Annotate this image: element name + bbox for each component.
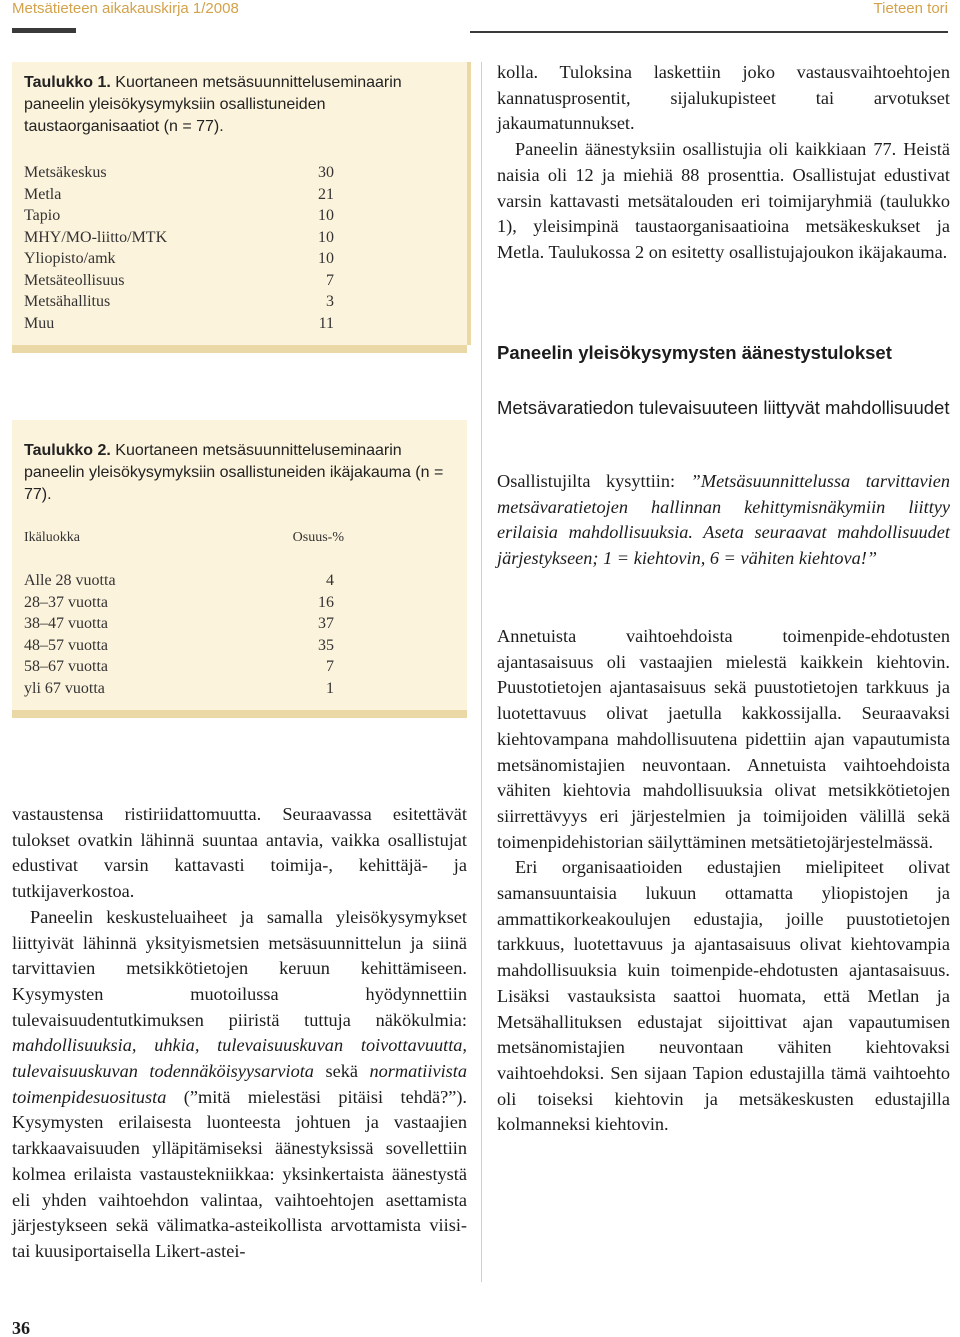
table-row: Yliopisto/amk 10 [24, 250, 334, 267]
table-row: Alle 28 vuotta 4 [24, 572, 334, 589]
table-row: 38–47 vuotta 37 [24, 615, 334, 632]
table-row: yli 67 vuotta 1 [24, 679, 334, 697]
subsection-heading: Metsävaratiedon tulevaisuuteen liittyvät mahdollisuudet [497, 397, 950, 418]
paragraph: Eri organisaatioiden edustajien mielipiteet olivat samansuuntaisia lukuun ottamatta yliopistojen ja ammattikorkeakoulujen edustajia, joille puustotietojen tarkkuus, luotettavuus ja ajantasaisuus olivat kiehtovampia mahdollisuuksia kuin toimenpide-ehdotusten ajantasaisuus. Lisäksi vastauksista saattoi huomata, että Metlan ja Metsähallituksen edustajat sijoittivat ajan vapautumisen metsänomistajien neuvontaan vähiten kiehtovaksi vaihtoehdoksi. Sen sijaan Tapion edustajilla tämä vaihtoehto oli toiseksi kiehtovin ja metsäkeskusten edustajilla kolmanneksi kiehtovin. [497, 857, 950, 1135]
table-1-side-bar [467, 62, 471, 345]
table-row: Metsäkeskus 30 [24, 164, 334, 181]
table-row: Tapio 10 [24, 207, 334, 224]
table-row: Metsäteollisuus 7 [24, 271, 334, 289]
table-2-bottom-bar [12, 710, 467, 718]
page-number: 36 [12, 1318, 30, 1337]
paragraph: Paneelin äänestyksiin osallistujia oli kaikkiaan 77. Heistä naisia oli 12 ja miehiä 88 prosenttia. Osallistujat edustivat varsin kattavasti metsätalouden eri toimijaryhmiä (taulukko 1), yleisimpinä taustaorganisaatioina metsäkeskukset ja Metla. Taulukossa 2 on esitetty osallistujajoukon ikäjakauma. [497, 139, 950, 262]
table-row: 48–57 vuotta 35 [24, 636, 334, 654]
table-2-header: Ikäluokka Osuus-% [24, 530, 344, 545]
left-column-text [12, 802, 467, 1265]
table-row: 28–37 vuotta 16 [24, 593, 334, 611]
right-column-text-top [497, 60, 950, 266]
question-text [497, 469, 950, 572]
table-1 [12, 62, 467, 345]
table-2 [12, 420, 467, 710]
table-row: Metsähallitus 3 [24, 293, 334, 310]
paragraph: Osallistujilta kysyttiin: ”Metsäsuunnittelussa tarvittavien metsävaratietojen hallinnan kehittymisnäkymiin liittyy erilaisia mahdollisuuksia. Aseta seuraavat mahdollisuudet järjestykseen; 1 = kiehtovin, 6 = vähiten kiehtova!” [497, 471, 950, 569]
table-row: Metla 21 [24, 185, 334, 203]
section-heading: Paneelin yleisökysymysten äänestystulokset [497, 342, 892, 363]
table-row: MHY/MO-liitto/MTK 10 [24, 228, 334, 246]
table-2-caption: Taulukko 2. Kuortaneen metsäsuunnitteluseminaarin paneelin yleisökysymyksiin osallistuneiden ikäjakauma (n = 77). [24, 442, 444, 503]
header-rule-right [470, 31, 948, 33]
paragraph: Paneelin keskusteluaiheet ja samalla yleisökysymykset liittyivät lähinnä yksityismetsien metsäsuunnittelun ja siinä tarvittavien metsikkötietojen keruun kehittämiseen. Kysymysten muotoilussa hyödynnettiin tulevaisuudentutkimuksen piiristä tuttuja näkökulmia: mahdollisuuksia, uhkia, tulevaisuuskuvan toivottavuutta, tulevaisuuskuvan todennäköisyysarviota sekä normatiivista toimenpidesuositusta (”mitä mielestäsi pitäisi tehdä?”). Kysymysten erilaisesta luonteesta johtuen ja vastaajien tarkkaavaisuuden ylläpitämiseksi äänestyksissä sovellettiin kolmea erilaista vastaustekniikkaa: yksinkertaista äänestystä eli yhden vaihtoehdon valintaa, vaihtoehtojen asettamista järjestykseen sekä välimatka-asteikollista arvottamista viisi- tai kuusiportaisella Likert-astei- [12, 906, 467, 1261]
table-1-caption: Taulukko 1. Kuortaneen metsäsuunnitteluseminaarin paneelin yleisökysymyksiin osallistuneiden taustaorganisaatiot (n = 77). [24, 74, 402, 135]
table-2-rows [24, 570, 334, 699]
table-row: 58–67 vuotta 7 [24, 658, 334, 675]
section-title-header: Tieteen tori [873, 0, 948, 17]
header-rule-left [12, 28, 76, 33]
table-1-rows [24, 162, 334, 334]
table-1-bottom-bar [12, 345, 467, 353]
paragraph: kolla. Tuloksina laskettiin joko vastausvaihtoehtojen kannatusprosentit, sijalukupisteet tai arvotukset jakaumatunnukset. [497, 62, 950, 134]
paragraph: vastaustensa ristiriidattomuutta. Seuraavassa esitettävät tulokset ovatkin lähinnä suuntaa antavia, vaikka osallistujat edustivat varsin kattavasti toimija-, kehittäjä- ja tutkijaverkostoa. [12, 804, 467, 902]
column-divider [481, 62, 482, 1282]
paragraph: Annetuista vaihtoehdoista toimenpide-ehdotusten ajantasaisuus oli vastaajien mielestä kaikkein kiehtovin. Puustotietojen ajantasaisuus sekä puustotietojen tarkkuus ja luotettavuus olivat jaetulla kakkossijalla. Seuraavaksi kiehtovampana mahdollisuutena pidettiin ajan vapautumista metsänomistajien neuvontaan. Annetuista vaihtoehdoista vähiten kiehtovia mahdollisuuksia olivat metsikkötietojen siirrettävyys eri järjestelmien ja toimijoiden välillä sekä toimenpidehistorian säilyttäminen metsätietojärjestelmässä. [497, 626, 950, 852]
right-column-text-bottom [497, 624, 950, 1138]
table-row: Muu 11 [24, 314, 334, 332]
journal-title: Metsätieteen aikakauskirja 1/2008 [12, 0, 239, 17]
